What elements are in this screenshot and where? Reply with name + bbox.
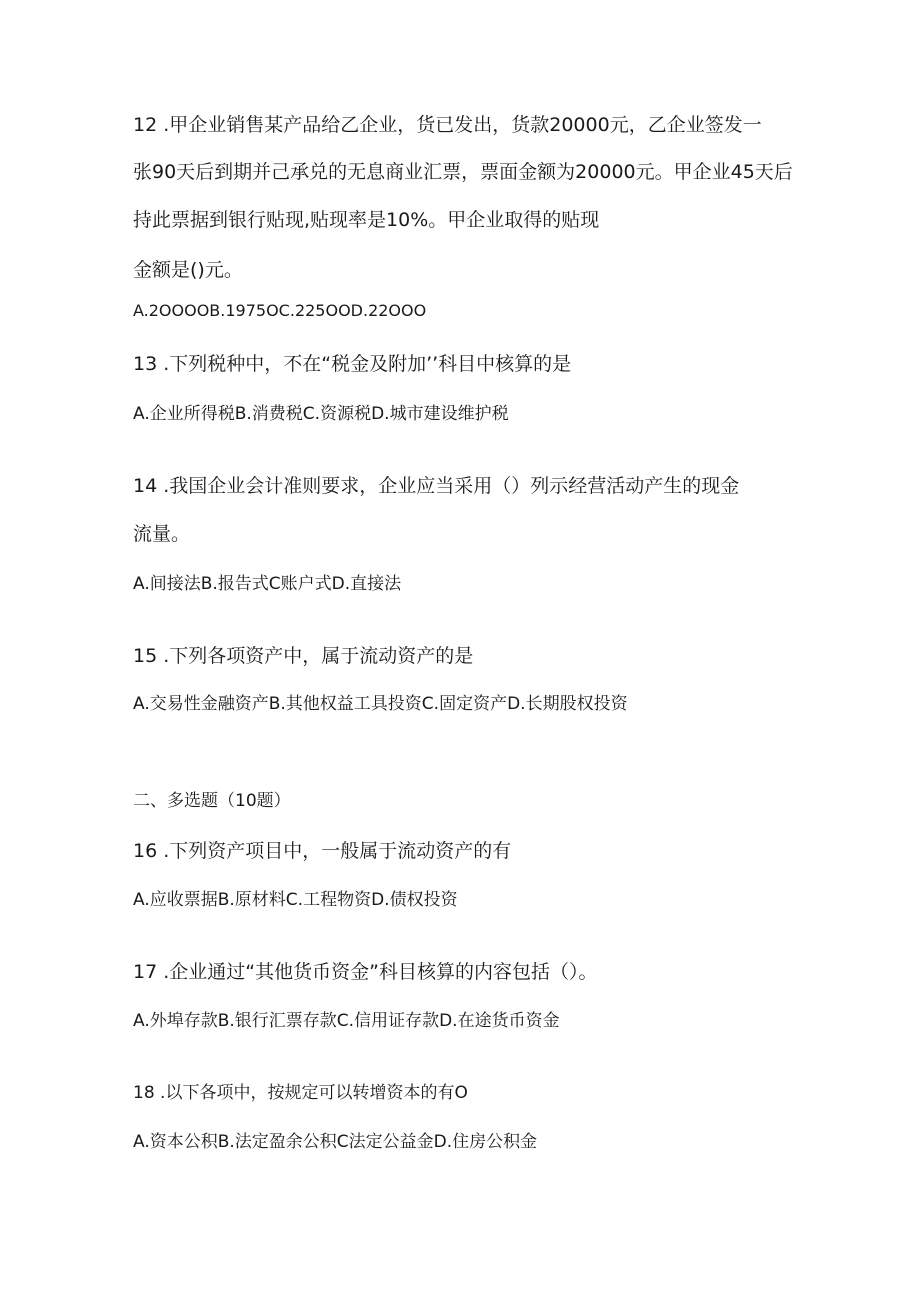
question-12-options: A.2OOOOB.1975OC.225OOD.22OOO — [133, 301, 427, 320]
question-12-line-1: 12 .甲企业销售某产品给乙企业，货已发出，货款20000元，乙企业签发一 — [133, 114, 762, 136]
question-18-options: A.资本公积B.法定盈余公积C法定公益金D.住房公积金 — [133, 1132, 538, 1152]
section-2-title: 二、多选题（10题） — [133, 791, 291, 811]
question-18-line-1: 18 .以下各项中，按规定可以转增资本的有O — [133, 1083, 468, 1103]
question-14-line-1: 14 .我国企业会计准则要求，企业应当采用（）列示经营活动产生的现金 — [133, 475, 740, 497]
question-13-options: A.企业所得税B.消费税C.资源税D.城市建设维护税 — [133, 404, 509, 424]
question-15-line-1: 15 .下列各项资产中，属于流动资产的是 — [133, 645, 474, 667]
question-16-line-1: 16 .下列资产项目中，一般属于流动资产的有 — [133, 840, 512, 862]
question-17-options: A.外埠存款B.银行汇票存款C.信用证存款D.在途货币资金 — [133, 1011, 560, 1031]
question-13-line-1: 13 .下列税种中，不在“税金及附加’’科目中核算的是 — [133, 353, 572, 375]
question-15-options: A.交易性金融资产B.其他权益工具投资C.固定资产D.长期股权投资 — [133, 694, 628, 714]
question-12-line-2: 张90天后到期并己承兑的无息商业汇票，票面金额为20000元。甲企业45天后 — [133, 161, 793, 183]
question-14-line-2: 流量。 — [133, 523, 191, 545]
question-12-line-3: 持此票据到银行贴现,贴现率是10%。甲企业取得的贴现 — [133, 209, 600, 231]
question-14-options: A.间接法B.报告式C账户式D.直接法 — [133, 574, 402, 594]
question-16-options: A.应收票据B.原材料C.工程物资D.债权投资 — [133, 890, 458, 910]
question-12-line-4: 金额是()元。 — [133, 259, 243, 281]
question-17-line-1: 17 .企业通过“其他货币资金”科目核算的内容包括（）。 — [133, 961, 598, 983]
